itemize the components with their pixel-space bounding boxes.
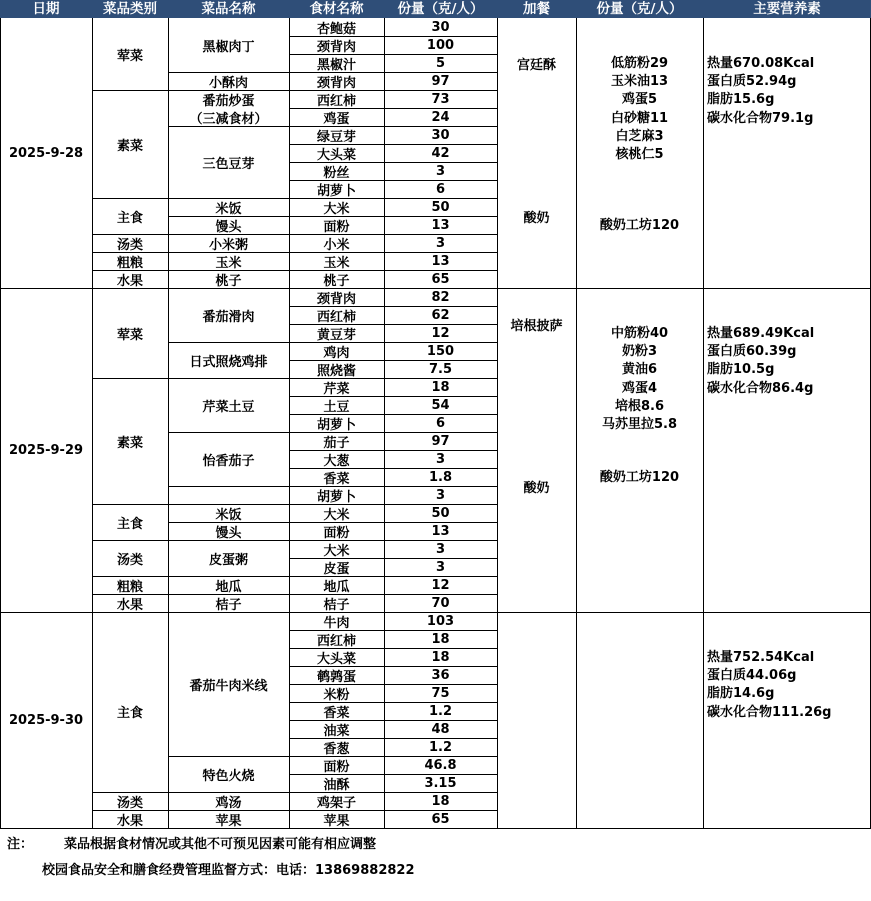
header-ingredient: 食材名称 <box>289 0 384 18</box>
extra-portion-item: 马苏里拉5.8 <box>601 417 678 433</box>
portion-cell: 6 <box>435 415 446 431</box>
extra-portion-item: 黄油6 <box>621 362 658 378</box>
category-cell: 粗粮 <box>116 579 143 595</box>
ingredient-cell: 油菜 <box>323 723 350 739</box>
dish-cell: 番茄牛肉米线 <box>189 678 268 694</box>
ingredient-cell: 芹菜 <box>323 381 350 397</box>
portion-cell: 1.8 <box>428 469 453 485</box>
portion-cell: 54 <box>431 397 450 413</box>
ingredient-cell: 土豆 <box>323 399 350 415</box>
dish-cell: 馒头 <box>215 525 242 541</box>
ingredient-cell: 胡萝卜 <box>316 183 356 199</box>
ingredient-cell: 面粉 <box>323 525 350 541</box>
portion-cell: 13 <box>431 217 450 233</box>
dish-cell: 地瓜 <box>215 579 242 595</box>
category-cell: 主食 <box>116 516 143 532</box>
footer-contact: 校园食品安全和膳食经费管理监督方式：电话：13869882822 <box>42 863 415 878</box>
nutrition-item: 碳水化合物111.26g <box>707 704 832 720</box>
ingredient-cell: 颈背肉 <box>316 39 356 55</box>
portion-cell: 13 <box>431 523 450 539</box>
dish-cell: 桃子 <box>215 273 242 289</box>
extra-cell: 酸奶 <box>523 210 550 226</box>
portion-cell: 65 <box>431 271 450 287</box>
portion-cell: 150 <box>426 343 455 359</box>
extra-portion-item: 酸奶工坊120 <box>599 218 680 233</box>
dish-cell: 苹果 <box>215 813 242 829</box>
portion-cell: 103 <box>426 613 455 629</box>
ingredient-cell: 桔子 <box>323 597 350 613</box>
dish-cell: 皮蛋粥 <box>208 552 248 568</box>
nutrition-list <box>707 325 867 398</box>
category-cell: 汤类 <box>116 237 143 253</box>
ingredient-cell: 桃子 <box>323 273 350 289</box>
extra-cell: 酸奶 <box>523 480 550 496</box>
nutrition-list <box>707 55 867 128</box>
dish-cell: （三减食材） <box>189 111 268 127</box>
portion-cell: 3 <box>435 163 446 179</box>
category-cell: 主食 <box>116 210 143 226</box>
category-cell: 水果 <box>116 597 143 613</box>
nutrition-item: 脂肪10.5g <box>707 362 775 378</box>
nutrition-item: 蛋白质60.39g <box>707 344 797 360</box>
extra-portion-list <box>576 325 703 434</box>
portion-cell: 3 <box>435 235 446 251</box>
ingredient-cell: 大头菜 <box>316 147 356 163</box>
extra-portion-item: 核桃仁5 <box>615 147 664 163</box>
portion-cell: 30 <box>431 19 450 35</box>
extra-portion-item: 玉米油13 <box>610 74 669 90</box>
grid-line-h <box>168 486 289 487</box>
nutrition-item: 热量752.54Kcal <box>707 650 815 665</box>
header-date: 日期 <box>0 0 92 18</box>
ingredient-cell: 西红柿 <box>316 93 356 109</box>
portion-cell: 97 <box>431 433 450 449</box>
ingredient-cell: 绿豆芽 <box>316 129 356 145</box>
nutrition-item: 碳水化合物86.4g <box>707 380 814 396</box>
header-extra-portion: 份量（克/人） <box>576 0 703 18</box>
header-extra: 加餐 <box>497 0 576 18</box>
portion-cell: 1.2 <box>428 703 453 719</box>
portion-cell: 12 <box>431 325 450 341</box>
category-cell: 素菜 <box>116 138 143 154</box>
portion-cell: 42 <box>431 145 450 161</box>
dish-cell: 番茄滑肉 <box>202 309 255 325</box>
category-cell: 主食 <box>116 705 143 721</box>
nutrition-item: 蛋白质52.94g <box>707 74 797 90</box>
nutrition-item: 脂肪14.6g <box>707 686 775 702</box>
portion-cell: 50 <box>431 505 450 521</box>
category-cell: 荤菜 <box>116 48 143 64</box>
grid-line-v <box>497 18 498 828</box>
dish-cell: 怡香茄子 <box>202 453 255 469</box>
nutrition-item: 蛋白质44.06g <box>707 668 797 684</box>
portion-cell: 18 <box>431 379 450 395</box>
category-cell: 素菜 <box>116 435 143 451</box>
ingredient-cell: 西红柿 <box>316 633 356 649</box>
dish-cell: 番茄炒蛋 <box>202 93 255 109</box>
portion-cell: 50 <box>431 199 450 215</box>
portion-cell: 3 <box>435 559 446 575</box>
dish-cell: 米饭 <box>215 507 242 523</box>
ingredient-cell: 皮蛋 <box>323 561 350 577</box>
ingredient-cell: 米粉 <box>323 687 350 703</box>
dish-cell: 特色火烧 <box>202 768 255 784</box>
extra-portion-list <box>576 217 703 235</box>
extra-portion-item: 鸡蛋5 <box>621 92 658 108</box>
extra-portion-item: 培根8.6 <box>614 398 665 414</box>
header-category: 菜品类别 <box>92 0 168 18</box>
category-cell: 水果 <box>116 273 143 289</box>
ingredient-cell: 苹果 <box>323 813 350 829</box>
dish-cell: 黑椒肉丁 <box>202 39 255 55</box>
portion-cell: 100 <box>426 37 455 53</box>
extra-portion-item: 酸奶工坊120 <box>599 470 680 485</box>
portion-cell: 18 <box>431 793 450 809</box>
portion-cell: 75 <box>431 685 450 701</box>
ingredient-cell: 照烧酱 <box>316 363 356 379</box>
dish-cell: 日式照烧鸡排 <box>189 354 268 370</box>
portion-cell: 13 <box>431 253 450 269</box>
ingredient-cell: 茄子 <box>323 435 350 451</box>
extra-portion-list <box>576 55 703 164</box>
extra-cell: 培根披萨 <box>510 318 563 334</box>
ingredient-cell: 牛肉 <box>323 615 350 631</box>
ingredient-cell: 杏鲍菇 <box>316 21 356 37</box>
portion-cell: 73 <box>431 91 450 107</box>
category-cell: 粗粮 <box>116 255 143 271</box>
ingredient-cell: 小米 <box>323 237 350 253</box>
nutrition-item: 脂肪15.6g <box>707 92 775 108</box>
footer-note-label: 注： <box>7 837 34 852</box>
extra-portion-item: 白砂糖11 <box>610 110 669 126</box>
ingredient-cell: 胡萝卜 <box>316 417 356 433</box>
portion-cell: 70 <box>431 595 450 611</box>
portion-cell: 1.2 <box>428 739 453 755</box>
category-cell: 汤类 <box>116 552 143 568</box>
extra-portion-item: 中筋粉40 <box>610 326 669 341</box>
portion-cell: 46.8 <box>424 757 457 773</box>
ingredient-cell: 大米 <box>323 543 350 559</box>
portion-cell: 65 <box>431 811 450 827</box>
ingredient-cell: 颈背肉 <box>316 75 356 91</box>
header-dish: 菜品名称 <box>168 0 289 18</box>
dish-cell: 小酥肉 <box>208 75 248 91</box>
category-cell: 汤类 <box>116 795 143 811</box>
portion-cell: 3.15 <box>424 775 457 791</box>
portion-cell: 30 <box>431 127 450 143</box>
ingredient-cell: 油酥 <box>323 777 350 793</box>
header-portion: 份量（克/人） <box>384 0 497 18</box>
ingredient-cell: 大头菜 <box>316 651 356 667</box>
ingredient-cell: 鸡蛋 <box>323 111 350 127</box>
footer-note: 菜品根据食材情况或其他不可预见因素可能有相应调整 <box>64 837 377 852</box>
ingredient-cell: 玉米 <box>323 255 350 271</box>
portion-cell: 3 <box>435 451 446 467</box>
ingredient-cell: 面粉 <box>323 219 350 235</box>
ingredient-cell: 面粉 <box>323 759 350 775</box>
ingredient-cell: 鹌鹑蛋 <box>316 669 356 685</box>
portion-cell: 36 <box>431 667 450 683</box>
ingredient-cell: 黑椒汁 <box>316 57 356 73</box>
extra-cell: 宫廷酥 <box>516 57 556 73</box>
ingredient-cell: 胡萝卜 <box>316 489 356 505</box>
ingredient-cell: 黄豆芽 <box>316 327 356 343</box>
ingredient-cell: 香葱 <box>323 741 350 757</box>
extra-portion-item: 低筋粉29 <box>610 56 669 71</box>
portion-cell: 97 <box>431 73 450 89</box>
extra-portion-item: 白芝麻3 <box>615 128 664 144</box>
nutrition-item: 热量689.49Kcal <box>707 326 815 341</box>
dish-cell: 馒头 <box>215 219 242 235</box>
extra-portion-item: 鸡蛋4 <box>621 380 658 396</box>
ingredient-cell: 鸡架子 <box>316 795 356 811</box>
portion-cell: 3 <box>435 541 446 557</box>
ingredient-cell: 颈背肉 <box>316 291 356 307</box>
day-date: 2025-9-29 <box>8 442 84 458</box>
portion-cell: 48 <box>431 721 450 737</box>
portion-cell: 3 <box>435 487 446 503</box>
ingredient-cell: 粉丝 <box>323 165 350 181</box>
grid-line-v <box>703 18 704 828</box>
dish-cell: 玉米 <box>215 255 242 271</box>
category-cell: 水果 <box>116 813 143 829</box>
ingredient-cell: 地瓜 <box>323 579 350 595</box>
ingredient-cell: 香菜 <box>323 471 350 487</box>
extra-portion-list <box>576 469 703 487</box>
ingredient-cell: 西红柿 <box>316 309 356 325</box>
portion-cell: 6 <box>435 181 446 197</box>
dish-cell: 米饭 <box>215 201 242 217</box>
nutrition-item: 热量670.08Kcal <box>707 56 815 71</box>
nutrition-list <box>707 649 867 722</box>
portion-cell: 82 <box>431 289 450 305</box>
ingredient-cell: 鸡肉 <box>323 345 350 361</box>
category-cell: 荤菜 <box>116 327 143 343</box>
portion-cell: 5 <box>435 55 446 71</box>
dish-cell: 芹菜土豆 <box>202 399 255 415</box>
nutrition-item: 碳水化合物79.1g <box>707 110 814 126</box>
portion-cell: 18 <box>431 631 450 647</box>
ingredient-cell: 大米 <box>323 201 350 217</box>
extra-portion-item: 奶粉3 <box>621 344 658 360</box>
ingredient-cell: 大葱 <box>323 453 350 469</box>
portion-cell: 18 <box>431 649 450 665</box>
portion-cell: 7.5 <box>428 361 453 377</box>
ingredient-cell: 香菜 <box>323 705 350 721</box>
day-date: 2025-9-28 <box>8 145 84 161</box>
header-nutrition: 主要营养素 <box>703 0 871 18</box>
portion-cell: 62 <box>431 307 450 323</box>
dish-cell: 三色豆芽 <box>202 156 255 172</box>
day-date: 2025-9-30 <box>8 712 84 728</box>
dish-cell: 鸡汤 <box>215 795 242 811</box>
dish-cell: 小米粥 <box>208 237 248 253</box>
portion-cell: 24 <box>431 109 450 125</box>
portion-cell: 12 <box>431 577 450 593</box>
dish-cell: 桔子 <box>215 597 242 613</box>
ingredient-cell: 大米 <box>323 507 350 523</box>
